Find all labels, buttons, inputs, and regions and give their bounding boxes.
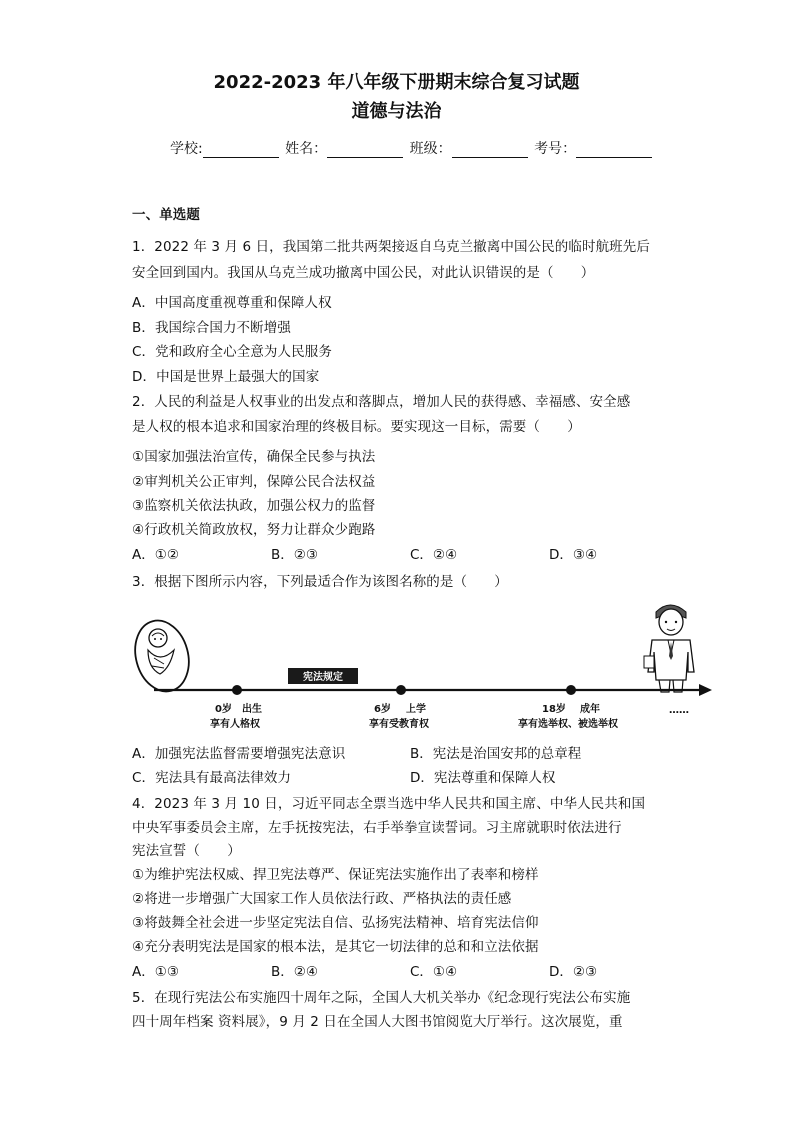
adult-man-icon	[644, 605, 694, 692]
q2-stem-line1: 2．人民的利益是人权事业的出发点和落脚点，增加人民的获得感、幸福感、安全感	[132, 394, 631, 410]
timeline-arrow	[699, 684, 712, 696]
page-subtitle: 道德与法治	[351, 101, 442, 122]
timeline-ellipsis: ……	[669, 705, 689, 716]
timeline-point-adult	[566, 685, 576, 695]
q4-stem-line1: 4．2023 年 3 月 10 日，习近平同志全票当选中华人民共和国主席、中华人民共和国	[132, 796, 646, 812]
q4-statement-2: ②将进一步增强广大国家工作人员依法行政、严格执法的责任感	[132, 891, 512, 907]
section-title: 一、单选题	[132, 207, 200, 223]
point3-event: 成年	[580, 704, 600, 715]
q2-option-b[interactable]: B．②③	[271, 547, 318, 563]
q3-option-d[interactable]: D．宪法尊重和保障人权	[410, 770, 556, 786]
q3-stem: 3．根据下图所示内容，下列最适合作为该图名称的是（ ）	[132, 574, 508, 590]
q3-option-a[interactable]: A．加强宪法监督需要增强宪法意识	[132, 746, 346, 762]
q1-option-b[interactable]: B．我国综合国力不断增强	[132, 320, 291, 336]
class-label: 班级：	[409, 141, 452, 157]
constitution-box-label: 宪法规定	[303, 672, 343, 683]
q1-option-c[interactable]: C．党和政府全心全意为人民服务	[132, 344, 332, 360]
q4-statement-4: ④充分表明宪法是国家的根本法，是其它一切法律的总和和立法依据	[132, 939, 539, 955]
page-title: 2022-2023 年八年级下册期末综合复习试题	[213, 72, 580, 93]
school-blank[interactable]	[203, 142, 279, 158]
name-label: 姓名：	[285, 141, 328, 157]
q5-stem-line1: 5．在现行宪法公布实施四十周年之际，全国人大机关举办《纪念现行宪法公布实施	[132, 990, 631, 1006]
timeline-point-birth	[232, 685, 242, 695]
q4-statement-1: ①为维护宪法权威、捍卫宪法尊严、保证宪法实施作出了表率和榜样	[132, 867, 539, 883]
q4-stem-line3: 宪法宣誓（ ）	[132, 843, 241, 859]
q1-option-d[interactable]: D．中国是世界上最强大的国家	[132, 369, 320, 385]
class-blank[interactable]	[452, 142, 528, 158]
q2-stem-line2: 是人权的根本追求和国家治理的终极目标。要实现这一目标，需要（ ）	[132, 419, 581, 435]
point3-right: 享有选举权、被选举权	[518, 719, 618, 730]
q2-statement-2: ②审判机关公正审判，保障公民合法权益	[132, 474, 376, 490]
name-blank[interactable]	[327, 142, 403, 158]
q4-option-c[interactable]: C．①④	[410, 964, 458, 980]
q1-option-a[interactable]: A．中国高度重视尊重和保障人权	[132, 295, 332, 311]
student-info-row	[170, 138, 654, 158]
point2-age: 6岁	[374, 704, 391, 715]
q2-statement-1: ①国家加强法治宣传，确保全民参与执法	[132, 449, 376, 465]
q4-option-b[interactable]: B．②④	[271, 964, 318, 980]
q4-option-d[interactable]: D．②③	[549, 964, 598, 980]
q2-option-a[interactable]: A．①②	[132, 547, 179, 563]
point1-event: 出生	[242, 704, 262, 715]
q2-option-d[interactable]: D．③④	[549, 547, 598, 563]
timeline-point-school	[396, 685, 406, 695]
id-blank[interactable]	[576, 142, 652, 158]
q4-option-a[interactable]: A．①③	[132, 964, 179, 980]
q1-stem-line1: 1．2022 年 3 月 6 日，我国第二批共两架接返自乌克兰撤离中国公民的临时航班先后	[132, 239, 650, 255]
q2-option-c[interactable]: C．②④	[410, 547, 458, 563]
q4-stem-line2: 中央军事委员会主席，左手抚按宪法，右手举拳宣读誓词。习主席就职时依法进行	[132, 820, 622, 836]
constitution-timeline-diagram	[132, 596, 722, 736]
id-label: 考号：	[534, 141, 577, 157]
point2-event: 上学	[406, 704, 426, 715]
q3-option-b[interactable]: B．宪法是治国安邦的总章程	[410, 746, 582, 762]
school-label: 学校:	[170, 141, 203, 157]
q5-stem-line2: 四十周年档案 资料展》，9 月 2 日在全国人大图书馆阅览大厅举行。这次展览，重	[132, 1014, 623, 1030]
point1-right: 享有人格权	[210, 719, 260, 730]
q2-statement-4: ④行政机关简政放权，努力让群众少跑路	[132, 522, 376, 538]
baby-icon	[132, 614, 196, 697]
q4-statement-3: ③将鼓舞全社会进一步坚定宪法自信、弘扬宪法精神、培育宪法信仰	[132, 915, 539, 931]
point3-age: 18岁	[542, 704, 566, 715]
q1-stem-line2: 安全回到国内。我国从乌克兰成功撤离中国公民，对此认识错误的是（ ）	[132, 265, 595, 281]
q3-option-c[interactable]: C．宪法具有最高法律效力	[132, 770, 292, 786]
point1-age: 0岁	[215, 704, 232, 715]
q2-statement-3: ③监察机关依法执政，加强公权力的监督	[132, 498, 376, 514]
point2-right: 享有受教育权	[369, 719, 429, 730]
